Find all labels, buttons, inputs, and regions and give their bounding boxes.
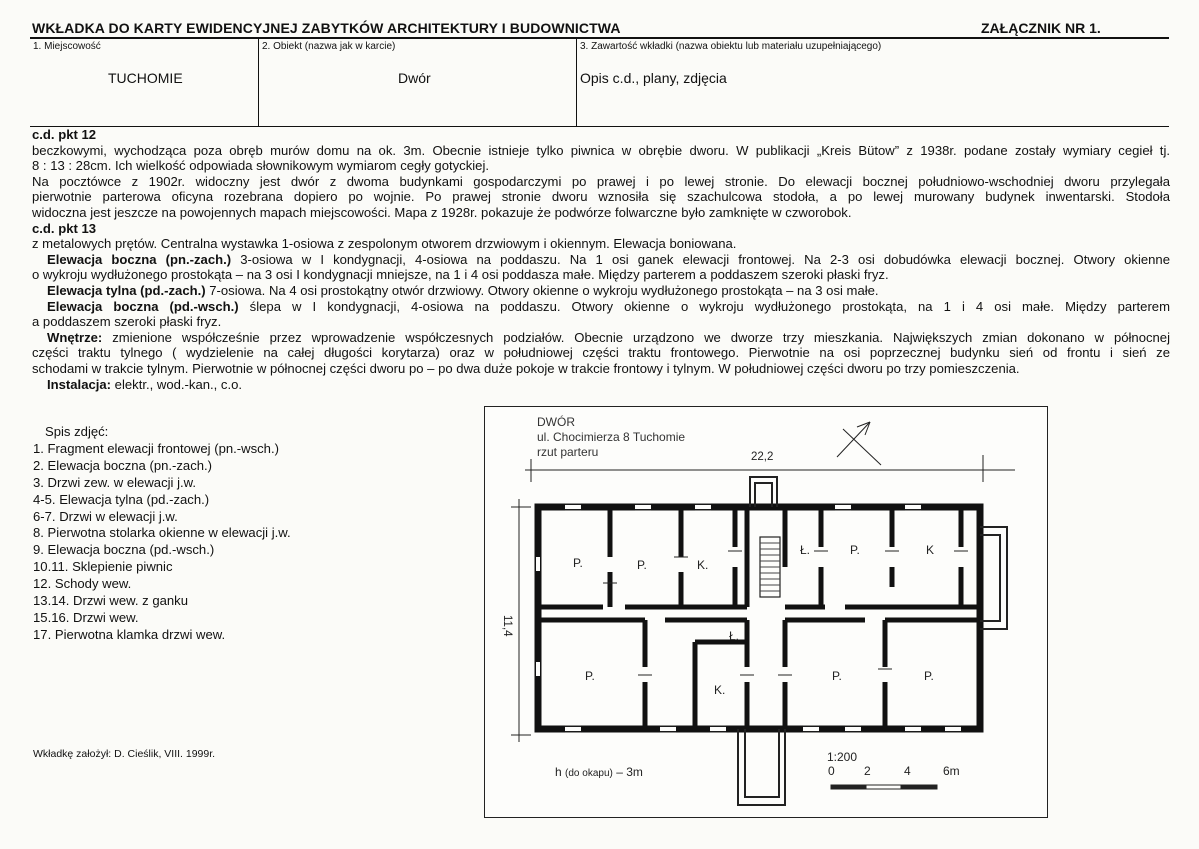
cell-locality: [30, 39, 258, 126]
room-label: Ł.: [800, 543, 811, 557]
room-label: K.: [714, 683, 726, 697]
elevation-rear-line: [32, 283, 1170, 299]
interior-line: [32, 330, 1170, 346]
photo-list-title: Spis zdjęć:: [45, 424, 109, 439]
photo-item: 3. Drzwi zew. w elewacji j.w.: [33, 474, 196, 490]
header-table: [30, 37, 1169, 127]
room-label: P.: [573, 556, 583, 570]
installation-label: Instalacja:: [47, 376, 112, 392]
plan-title-line: rzut parteru: [537, 445, 599, 459]
interior-label: Wnętrze:: [47, 329, 103, 345]
cell-content-value: Opis c.d., plany, zdjęcia: [580, 70, 727, 86]
section-12-line: beczkowymi, wychodząca poza obręb murów domu na ok. 3m. Obecnie istnieje tylko piwnica w obrębie dworu. W publikacji „Kreis Bütow” z 1938r. podane zostały wymiary cegieł tj.: [32, 142, 1170, 158]
section-12-title: c.d. pkt 12: [32, 127, 97, 142]
installation-line: [32, 377, 1170, 393]
section-12-line: pierwotnie parterowa oficyna rozebrana dopiero po wojnie. Po prawej stronie dworu wznosiła się szachulcowa stodoła, a po lewej murowany budynek inwentarski. Stodoła: [32, 189, 1170, 205]
floor-plan-drawing: [485, 407, 1047, 817]
elevation-nw-label: Elewacja boczna (pn.-zach.): [47, 251, 232, 267]
elevation-nw-line2: o wykroju wydłużonego prostokąta – na 3 osi I kondygnacji mniejsze, na 1 i 4 osi poddasza małe. Między parterem a poddaszem szeroki płaski fryz.: [32, 267, 889, 283]
room-label: P.: [637, 558, 647, 572]
room-label: P.: [585, 669, 595, 683]
cell-object-label: 2. Obiekt (nazwa jak w karcie): [262, 41, 396, 52]
eaves-height-note: [555, 765, 643, 779]
room-label: P.: [850, 543, 860, 557]
photo-item: 4-5. Elewacja tylna (pd.-zach.): [33, 491, 210, 507]
photo-item: 13.14. Drzwi wew. z ganku: [33, 593, 189, 609]
plan-height-dimension: 11,4: [501, 615, 513, 637]
elevation-nw-text: 3-osiowa w I kondygnacji, 4-osiowa na poddaszu. Na 1 osi ganek elewacji frontowej. Na 2-3 osi dobudówka elewacji bocznej. Otwory okienne: [231, 251, 1170, 267]
elevation-rear-text: 7-osiowa. Na 4 osi prostokątny otwór drzwiowy. Otwory okienne o wykroju wydłużonego prostokąta – na 3 osi małe.: [205, 282, 879, 298]
document-title: WKŁADKA DO KARTY EWIDENCYJNEJ ZABYTKÓW ARCHITEKTURY I BUDOWNICTWA: [32, 20, 621, 36]
photo-item: 6-7. Drzwi w elewacji j.w.: [33, 508, 178, 524]
elevation-nw-line: [32, 252, 1170, 268]
room-label: Ł.: [729, 629, 740, 643]
photo-item: 10.11. Sklepienie piwnic: [33, 559, 173, 575]
room-label: K: [926, 543, 935, 557]
section-12-line: Na pocztówce z 1902r. widoczny jest dwór z dwoma budynkami gospodarczymi po prawej i po lewej stronie. Do elewacji bocznej południowo-wschodniej dworu przylegała: [32, 173, 1170, 189]
cell-locality-label: 1. Miejscowość: [33, 41, 101, 52]
plan-title: [537, 415, 685, 460]
elevation-se-label: Elewacja boczna (pd.-wsch.): [47, 298, 239, 314]
photo-item: 12. Schody wew.: [33, 576, 132, 592]
cell-object-value: Dwór: [398, 70, 431, 86]
room-label: P.: [924, 669, 934, 683]
photo-item: 17. Pierwotna klamka drzwi wew.: [33, 626, 226, 642]
installation-text: elektr., wod.-kan., c.o.: [111, 376, 243, 392]
elevation-se-line: [32, 299, 1170, 315]
elevation-se-line2: a poddaszem szeroki płaski fryz.: [32, 314, 222, 330]
scale-tick-label: 2: [864, 764, 871, 778]
section-12-line: 8 : 13 : 28cm. Ich wielkość odpowiada słownikowym wymiarom cegły gotyckiej.: [32, 158, 490, 174]
room-label: P.: [832, 669, 842, 683]
interior-line3: schodami w trakcie tylnym. Pierwotnie w północnej części dworu po – po dwa duże pokoje w trakcie frontowy i tylnym. W południowej części dworu po trzy pomieszczenia.: [32, 360, 1020, 376]
eaves-height-symbol: h: [555, 765, 562, 779]
cell-object: [258, 39, 576, 126]
floor-plan: [484, 406, 1048, 818]
photo-item: 1. Fragment elewacji frontowej (pn.-wsch.): [33, 440, 279, 456]
room-label: K.: [697, 558, 709, 572]
cell-content-label: 3. Zawartość wkładki (nazwa obiektu lub materiału uzupełniającego): [580, 41, 882, 52]
plan-scale-label: 1:200: [827, 750, 858, 764]
plan-width-dimension: 22,2: [751, 451, 774, 463]
photo-item: 2. Elewacja boczna (pn.-zach.): [33, 457, 213, 473]
plan-title-line: ul. Chocimierza 8 Tuchomie: [537, 430, 686, 444]
plan-title-line: DWÓR: [537, 415, 575, 429]
scale-tick-label: 0: [828, 764, 835, 778]
section-12-line: widoczna jest jeszcze na powojennych mapach miejscowości. Mapa z 1928r. pokazuje że podwórze folwarczne było zamknięte w czworobok.: [32, 204, 852, 220]
photo-list: [33, 424, 291, 644]
photo-item: 9. Elewacja boczna (pd.-wsch.): [33, 542, 215, 558]
eaves-height-value: – 3m: [616, 765, 643, 779]
elevation-se-text: ślepa w I kondygnacji, 4-osiowa na poddaszu. Otwory okienne o wykroju wydłużonego prostokąta, na 1 i 4 osi małe. Między parterem: [238, 298, 1170, 314]
eaves-height-qualifier: (do okapu): [565, 768, 613, 779]
interior-line2: części traktu tylnego ( wydzielenie na całej długości korytarza) oraz w południowej części traktu frontowego. Pierwotnie na osi poprzecznej budynku sień od frontu i sień ze: [32, 345, 1170, 361]
cell-content: [576, 39, 1169, 126]
section-13-intro: z metalowych prętów. Centralna wystawka 1-osiowa z zespolonym otworem drzwiowym i okiennym. Elewacja boniowana.: [32, 236, 737, 252]
scale-tick-label: 4: [904, 764, 911, 778]
interior-text: zmienione współcześnie przez wprowadzenie współczesnych podziałów. Obecnie urządzono we dworze trzy mieszkania. Największych zmian dokonano w północnej: [102, 329, 1170, 345]
annex-number: ZAŁĄCZNIK NR 1.: [981, 20, 1101, 36]
scale-tick-label: 6m: [943, 764, 960, 778]
elevation-rear-label: Elewacja tylna (pd.-zach.): [47, 282, 206, 298]
founder-note: Wkładkę założył: D. Cieślik, VIII. 1999r.: [33, 748, 216, 760]
description-text: [32, 127, 1170, 392]
section-13-title: c.d. pkt 13: [32, 220, 97, 236]
cell-locality-value: TUCHOMIE: [108, 70, 183, 86]
photo-item: 15.16. Drzwi wew.: [33, 609, 139, 625]
photo-item: 8. Pierwotna stolarka okienne w elewacji j.w.: [33, 525, 291, 541]
